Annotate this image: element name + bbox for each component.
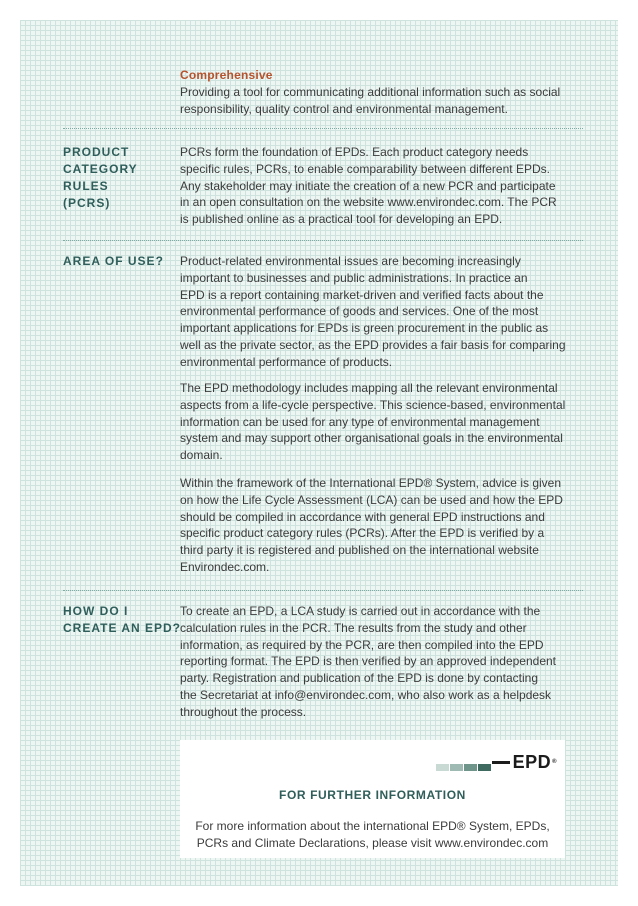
- text-line: Providing a tool for communicating additional information such as social: [180, 85, 561, 99]
- text-line: specific product category rules (PCRs). After the EPD is verified by a: [180, 526, 545, 541]
- logo-bar: [492, 761, 510, 764]
- text-line: Product-related environmental issues are becoming increasingly: [180, 254, 521, 268]
- text-line: in an open consultation on the website www.environdec.com. The PCR: [180, 195, 557, 210]
- area-of-use-paragraph-3: [180, 475, 585, 576]
- text-line: PCRs and Climate Declarations, please visit www.environdec.com: [196, 835, 549, 850]
- logo-square: [478, 764, 491, 771]
- text-line: important applications for EPDs is green procurement in the public as: [180, 321, 549, 336]
- area-of-use-paragraph-1: [180, 253, 585, 371]
- area-of-use-label: [63, 253, 173, 270]
- further-information-box: [180, 740, 565, 858]
- text-line: environmental performance of goods and services. One of the most: [180, 304, 539, 319]
- text-line: system and may support other organisational goals in the environmental: [180, 431, 563, 446]
- text-line: important to businesses and public administrations. In practice an: [180, 270, 528, 285]
- text-line: To create an EPD, a LCA study is carried out in accordance with the: [180, 604, 541, 618]
- how-to-label: [63, 603, 182, 637]
- pcr-section-label: [63, 144, 173, 212]
- text-line: calculation rules in the PCR. The results from the study and other: [180, 620, 527, 635]
- text-line: should be compiled in accordance with general EPD instructions and: [180, 509, 545, 524]
- text-line: domain.: [180, 448, 223, 463]
- section-divider: [63, 590, 583, 591]
- label-line: CREATE AN EPD?: [63, 621, 182, 635]
- area-of-use-paragraph-2: [180, 380, 585, 464]
- text-line: information, as required by the PCR, are then compiled into the EPD: [180, 637, 544, 652]
- text-line: party. Registration and publication of the EPD is done by contacting: [180, 671, 538, 686]
- text-line: aspects from a life-cycle perspective. This science-based, environmental: [180, 397, 566, 412]
- text-line: third party it is registered and published on the international website: [180, 543, 539, 558]
- section-divider: [63, 240, 583, 241]
- logo-text: EPD: [512, 752, 552, 772]
- label-line: PRODUCT: [63, 145, 130, 159]
- text-line: reporting format. The EPD is then verified by an approved independent: [180, 654, 557, 669]
- text-line: The EPD methodology includes mapping all the relevant environmental: [180, 381, 558, 395]
- text-line: well as the private sector, as the EPD provides a fair basis for comparing: [180, 337, 566, 352]
- logo-square: [450, 764, 463, 771]
- text-line: throughout the process.: [180, 704, 307, 719]
- text-line: specific rules, PCRs, to enable comparability between different EPDs.: [180, 161, 550, 176]
- label-line: (PCRS): [63, 196, 111, 210]
- section-divider: [63, 128, 583, 129]
- text-line: Within the framework of the International EPD® System, advice is given: [180, 476, 562, 490]
- text-line: Environdec.com.: [180, 559, 270, 574]
- text-line: For more information about the international EPD® System, EPDs,: [195, 819, 550, 833]
- text-line: the Secretariat at info@environdec.com, who also work as a helpdesk: [180, 687, 552, 702]
- text-line: Any stakeholder may initiate the creation of a new PCR and participate: [180, 178, 556, 193]
- label-line: CATEGORY: [63, 162, 138, 176]
- text-line: responsibility, quality control and environmental management.: [180, 101, 508, 116]
- text-line: is published online as a practical tool for developing an EPD.: [180, 212, 503, 227]
- label-line: AREA OF USE?: [63, 254, 164, 268]
- text-line: on how the Life Cycle Assessment (LCA) can be used and how the EPD: [180, 492, 563, 507]
- logo-square: [436, 764, 449, 771]
- logo-registered-mark: ®: [552, 759, 557, 765]
- info-text: [180, 818, 565, 851]
- text-line: environmental performance of products.: [180, 354, 393, 369]
- text-line: PCRs form the foundation of EPDs. Each product category needs: [180, 145, 529, 159]
- logo-wordmark: [513, 753, 557, 771]
- logo-square: [464, 764, 477, 771]
- text-line: information can be used for any type of environmental management: [180, 414, 540, 429]
- label-line: RULES: [63, 179, 109, 193]
- text-line: EPD is a report containing market-driven and verified facts about the: [180, 287, 544, 302]
- info-title: FOR FURTHER INFORMATION: [279, 788, 466, 802]
- how-to-paragraph: [180, 603, 585, 721]
- comprehensive-heading: Comprehensive: [180, 68, 273, 82]
- pcr-paragraph: [180, 144, 585, 228]
- epd-logo: [436, 753, 557, 771]
- label-line: HOW DO I: [63, 604, 129, 618]
- comprehensive-paragraph: [180, 84, 585, 118]
